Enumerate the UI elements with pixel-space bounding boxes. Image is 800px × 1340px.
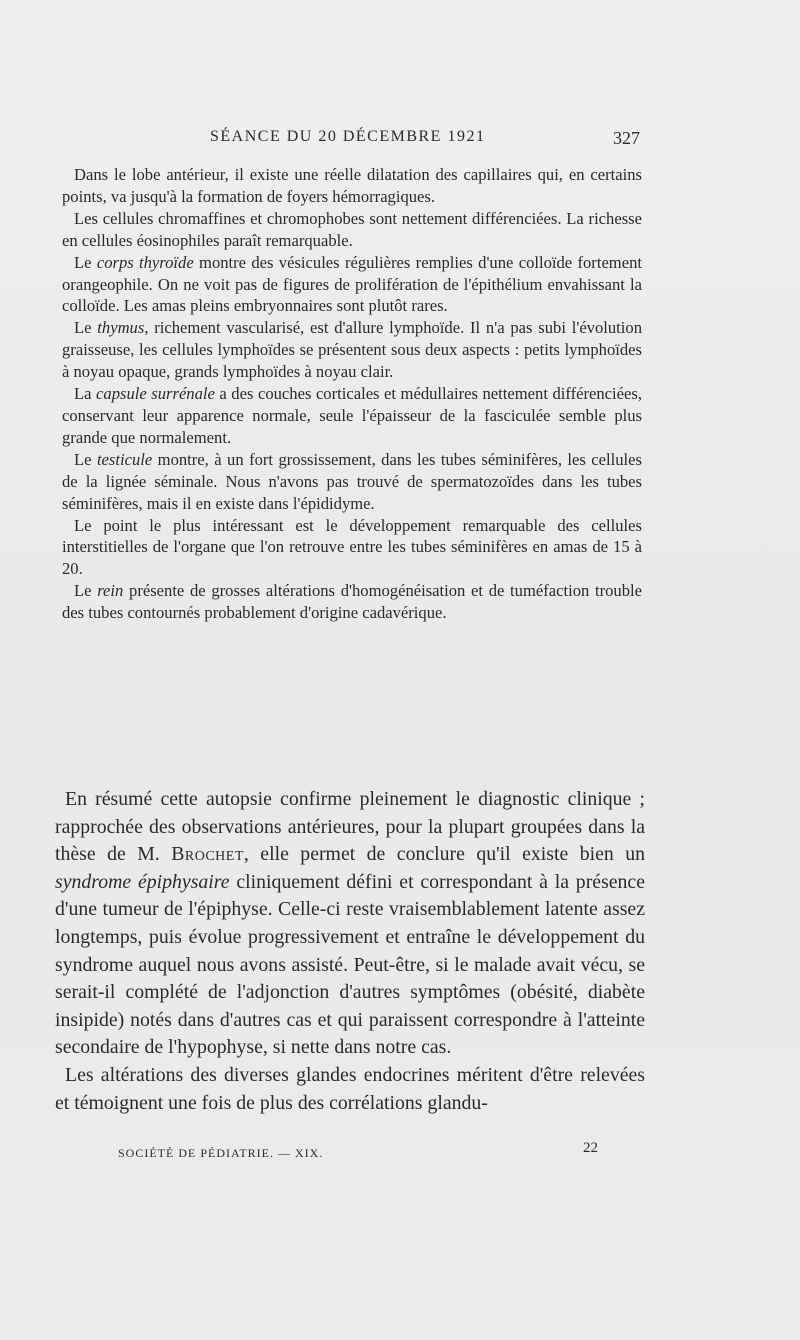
conclusion (55, 786, 645, 1117)
paragraph-anterior-lobe: Dans le lobe antérieur, il existe une réelle dilatation des capillaires qui, en certains points, va jusqu'à la formation de foyers hémorragiques. (62, 165, 642, 206)
paragraph-interstitial-cells: Le point le plus intéressant est le développement remarquable des cellules interstitielles de l'organe que l'on retrouve entre les tubes séminifères en amas de 15 à 20. (62, 515, 642, 579)
page-footer (118, 1140, 598, 1164)
running-title: SÉANCE DU 20 DÉCEMBRE 1921 (210, 128, 486, 145)
paragraph-kidney: Le rein présente de grosses altérations d'homogénéisation et de tuméfaction trouble des tubes contournés probablement d'origine cadavérique. (62, 581, 643, 623)
printer-signature: SOCIÉTÉ DE PÉDIATRIE. — XIX. (118, 1146, 324, 1160)
organ-term: testicule (96, 449, 153, 469)
paragraph-adrenal: La capsule surrénale a des couches corticales et médullaires nettement différenciées, conservant leur apparence normale, seule l'épaisseur de la fasciculée semble plus grande que normalement. (62, 384, 642, 447)
page-number: 327 (613, 128, 640, 148)
organ-term: rein (97, 581, 124, 601)
organ-term: thymus (97, 318, 145, 338)
organ-term: capsule surrénale (96, 384, 215, 404)
running-header (210, 128, 640, 158)
paragraph-chromaffin-cells: Les cellules chromaffines et chromophobes sont nettement différenciées. La richesse en cellules éosinophiles paraît remarquable. (62, 208, 642, 250)
paragraph-closing: Les altérations des diverses glandes endocrines méritent d'être relevées et témoignent une fois de plus des corrélations glandu- (55, 1063, 645, 1114)
paragraph-thymus: Le thymus, richement vascularisé, est d'allure lymphoïde. Il n'a pas subi l'évolution graisseuse, les cellules lymphoïdes se présentent sous deux aspects : petits lymphoïdes à noyau opaque, grands lymphoïdes à noyau clair. (62, 318, 642, 382)
author-name: Brochet (171, 843, 244, 866)
syndrome-term: syndrome épiphysaire (55, 870, 230, 893)
organ-term: corps thyroïde (96, 252, 194, 272)
paragraph-summary: En résumé cette autopsie confirme pleinement le diagnostic clinique ; rapprochée des observations antérieures, pour la plupart groupées dans la thèse de M. Brochet, elle permet de conclure qu'il existe bien un syndrome épiphysaire cliniquement défini et correspondant à la présence d'une tumeur de l'épiphyse. Celle-ci reste vraisemblablement latente assez longtemps, puis évolue progressivement et entraîne le développement du syndrome auquel nous avons assisté. Peut-être, si le malade avait vécu, se serait-il complété de l'adjonction d'autres symptômes (obésité, diabète insipide) notés dans d'autres cas et qui paraissent correspondre à l'atteinte secondaire de l'hypophyse, si nette dans notre cas. (55, 788, 646, 1059)
pathology-findings (62, 164, 642, 624)
paragraph-thyroid: Le corps thyroïde montre des vésicules régulières remplies d'une colloïde fortement orangeophile. On ne voit pas de figures de prolifération de l'épithélium envahissant la colloïde. Les amas pleins embryonnaires sont plutôt rares. (62, 252, 642, 316)
paragraph-testicle: Le testicule montre, à un fort grossissement, dans les tubes séminifères, les cellules de la lignée séminale. Nous n'avons pas trouvé de spermatozoïdes dans les tubes séminifères, mais il en existe dans l'épididyme. (62, 449, 642, 513)
signature-number: 22 (583, 1140, 598, 1156)
